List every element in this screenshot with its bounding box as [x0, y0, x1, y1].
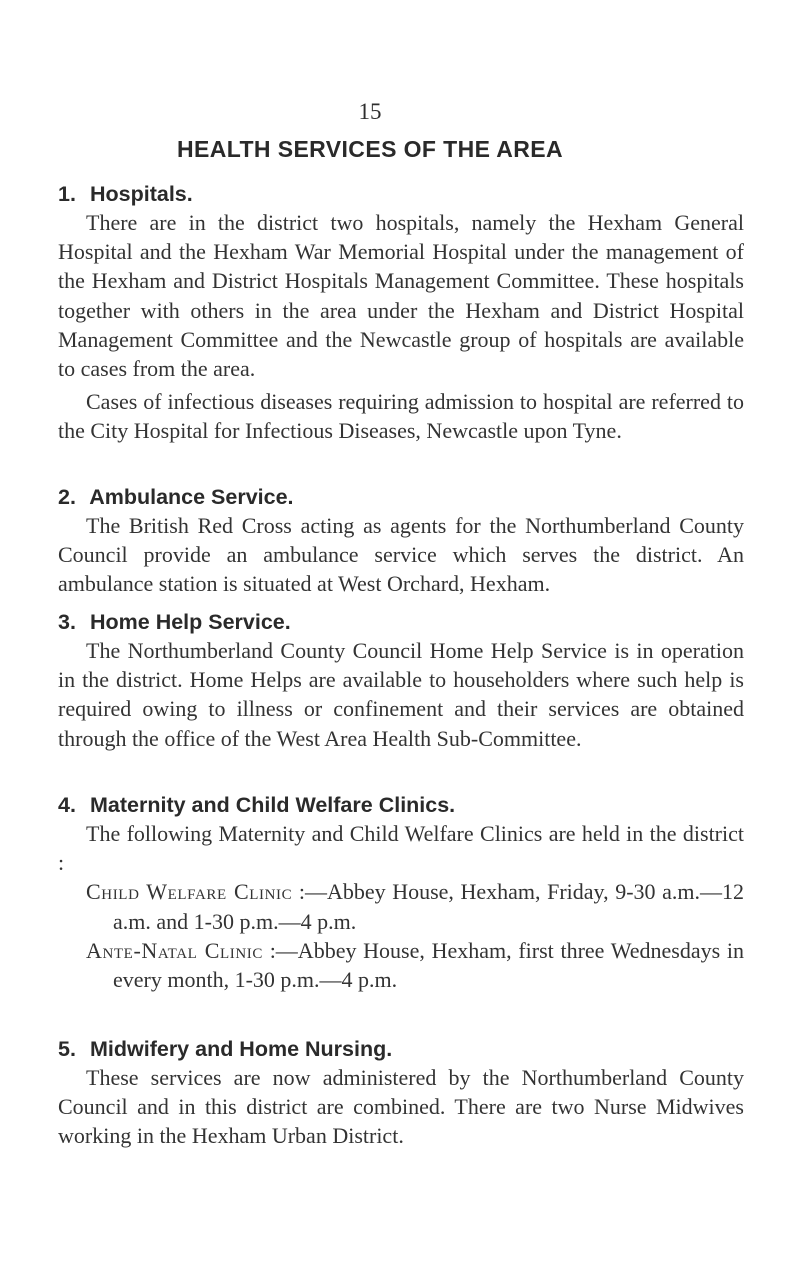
- section-midwifery-home-nursing: [58, 1035, 744, 1151]
- section-number: 2.: [58, 485, 76, 509]
- section-title: Ambulance Service.: [89, 485, 294, 509]
- paragraph: The following Maternity and Child Welfare Clinics are held in the district :: [58, 821, 744, 876]
- paragraph: The Northumberland County Council Home Help Service is in operation in the district. Home Helps are available to householders where such help is required owing to illness or confinement and their services are obtained through the office of the West Area Health Sub-Committee.: [58, 638, 744, 751]
- clinic-name: Ante-Natal Clinic: [86, 937, 263, 963]
- section-heading: [58, 608, 744, 636]
- section-title: Midwifery and Home Nursing.: [89, 1037, 393, 1061]
- section-title: Hospitals.: [89, 182, 193, 206]
- section-home-help-service: [58, 608, 744, 753]
- section-heading: [58, 791, 744, 819]
- section-heading: [58, 1035, 744, 1063]
- section-number: 4.: [58, 793, 76, 817]
- paragraph: These services are now administered by the Northumberland County Council and in this district are combined. There are two Nurse Midwives working in the Hexham Urban District.: [58, 1065, 744, 1149]
- page-number: 15: [358, 99, 382, 124]
- section-maternity-child-welfare: [58, 791, 744, 994]
- section-ambulance-service: [58, 483, 744, 599]
- section-heading: [58, 483, 744, 511]
- paragraph: There are in the district two hospitals, namely the Hexham General Hospital and the Hexham War Memorial Hospital under the management of the Hexham and District Hospitals Management Committee. These hospitals together with others in the area under the Hexham and District Hospital Management Committee and the Newcastle group of hospitals are available to cases from the area.: [58, 210, 744, 382]
- section-heading: [58, 180, 744, 208]
- clinic-entry: [58, 936, 744, 994]
- section-title: Maternity and Child Welfare Clinics.: [89, 793, 456, 817]
- section-number: 3.: [58, 610, 76, 634]
- paragraph: Cases of infectious diseases requiring admission to hospital are referred to the City Hospital for Infectious Diseases, Newcastle upon Tyne.: [58, 389, 744, 444]
- clinic-details: :—Abbey House, Hexham, first three Wednesdays in every month, 1-30 p.m.—4 p.m.: [113, 937, 745, 993]
- section-number: 1.: [58, 182, 76, 206]
- page-title: HEALTH SERVICES OF THE AREA: [176, 136, 564, 162]
- section-hospitals: [58, 180, 744, 446]
- section-title: Home Help Service.: [89, 610, 291, 634]
- clinic-entry: [58, 877, 744, 935]
- clinic-details: :—Abbey House, Hexham, Friday, 9-30 a.m.—12 a.m. and 1-30 p.m.—4 p.m.: [113, 879, 744, 934]
- clinic-name: Child Welfare Clinic: [86, 879, 293, 905]
- paragraph: The British Red Cross acting as agents for the Northumberland County Council provide an ambulance service which serves the district. An ambulance station is situated at West Orchard, Hexham.: [58, 513, 744, 597]
- section-number: 5.: [58, 1037, 76, 1061]
